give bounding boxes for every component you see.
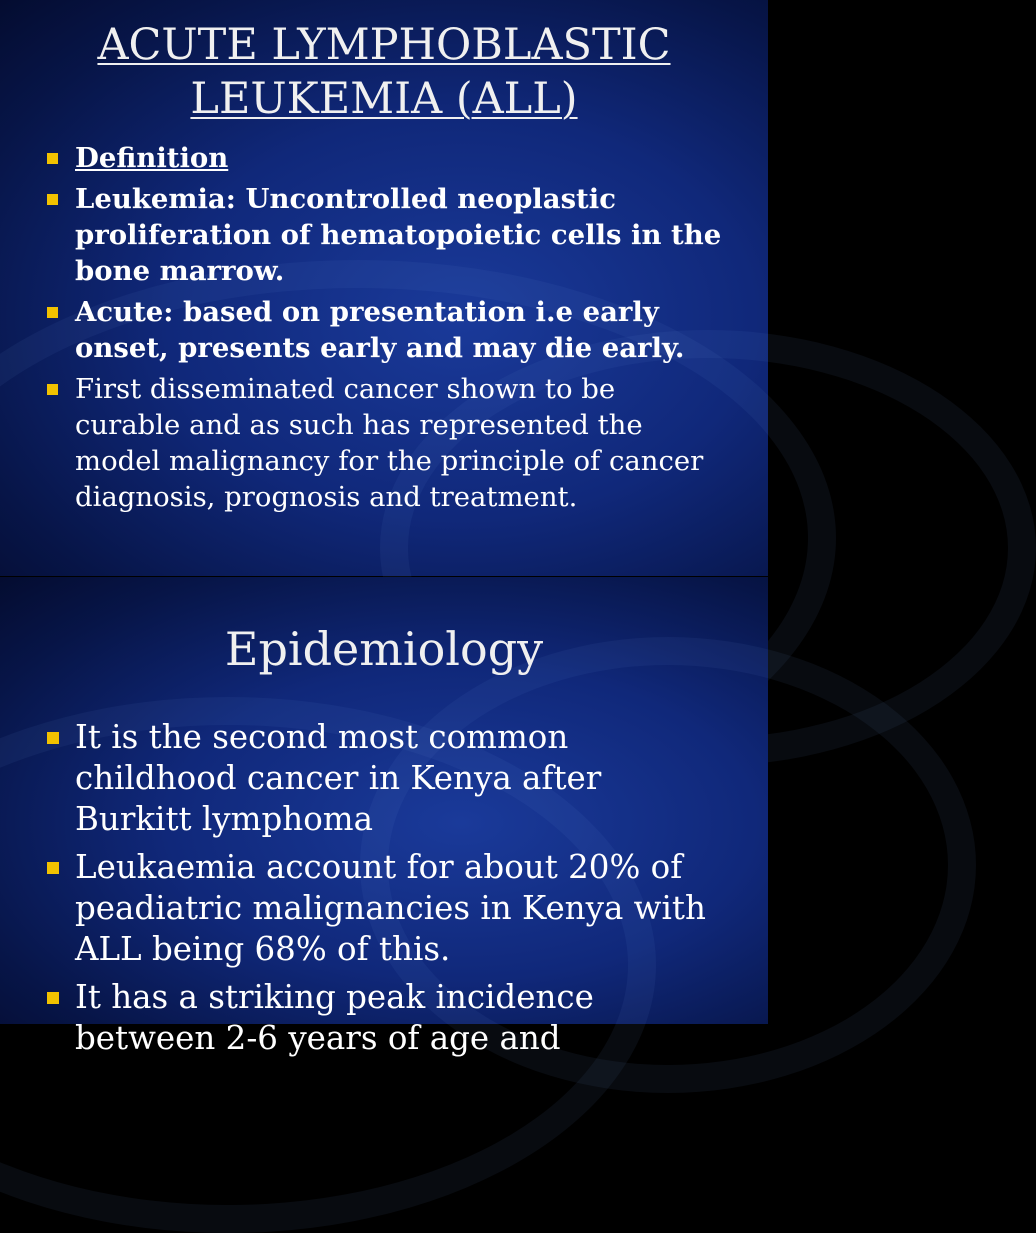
slide-1 — [0, 0, 768, 576]
bullet-list — [0, 717, 768, 1066]
slide-2 — [0, 577, 768, 1057]
bullet-item — [0, 371, 768, 515]
bullet-square-icon — [47, 862, 59, 874]
bullet-square-icon — [47, 384, 58, 395]
bullet-item — [0, 717, 768, 840]
bullet-square-icon — [47, 992, 59, 1004]
bullet-text: Acute: based on presentation i.e early onset, presents early and may die early. — [75, 296, 685, 364]
slide-title: Epidemiology — [224, 622, 544, 676]
bullet-text: It has a striking peak incidence between 2-6 years of age and — [75, 978, 594, 1057]
bullet-item — [0, 847, 768, 970]
bullet-item — [0, 181, 768, 289]
bullet-text: Leukemia: Uncontrolled neoplastic proliferation of hematopoietic cells in the bone marrow. — [75, 183, 722, 287]
bullet-item — [0, 294, 768, 366]
bullet-list — [0, 140, 768, 520]
bullet-text: It is the second most common childhood cancer in Kenya after Burkitt lymphoma — [75, 718, 602, 838]
bullet-text: Leukaemia account for about 20% of peadiatric malignancies in Kenya with ALL being 68% of this. — [75, 848, 706, 968]
bullet-item — [0, 140, 768, 176]
bullet-square-icon — [47, 307, 58, 318]
bullet-item — [0, 977, 768, 1059]
bullet-square-icon — [47, 194, 58, 205]
bullet-square-icon — [47, 732, 59, 744]
bullet-square-icon — [47, 153, 58, 164]
bullet-text: First disseminated cancer shown to be curable and as such has represented the model malignancy for the principle of cancer diagnosis, prognosis and treatment. — [75, 373, 704, 513]
slide-title — [0, 18, 768, 126]
title-line-1: ACUTE LYMPHOBLASTIC — [97, 20, 671, 70]
bullet-text: Definition — [75, 142, 229, 174]
title-line-2: LEUKEMIA (ALL) — [190, 74, 578, 124]
